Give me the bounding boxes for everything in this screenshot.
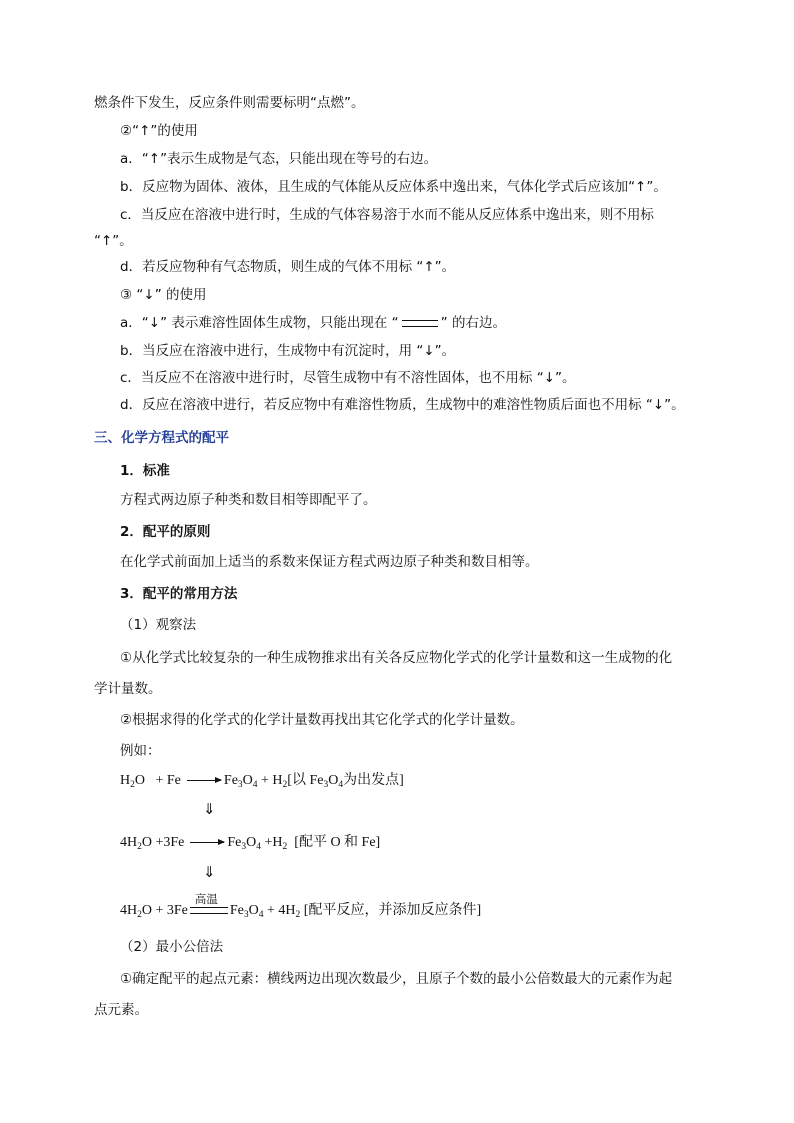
observation-step2: ②根据求得的化学式的化学计量数再找出其它化学式的化学计量数。 [120,712,524,728]
down-rule-a [120,314,506,332]
equation-step-2: $4H_2O +3Fe$ $Fe_3O_4 +H_2$ [配平 O 和 Fe] [120,835,381,852]
equals-sign-symbol [402,320,438,327]
down-rule-b: b．当反应在溶液中进行，生成物中有沉淀时，用 “↓”。 [120,343,456,359]
lcm-step1-line1: ①确定配平的起点元素：横线两边出现次数最少，且原子个数的最小公倍数最大的元素作为起 [120,971,673,987]
reaction-arrow [190,842,224,843]
down-rule-a-post: ” 的右边。 [440,315,506,331]
observation-step1-line1: ①从化学式比较复杂的一种生成物推求出有关各反应物化学式的化学计量数和这一生成物的化 [120,650,673,666]
down-double-arrow-2: ⇓ [203,863,216,881]
up-rule-b: b．反应物为固体、液体，且生成的气体能从反应体系中逸出来，气体化学式后应该加“↑”。 [120,179,667,195]
section-heading-balancing: 三、化学方程式的配平 [94,430,229,446]
reaction-arrow [187,780,221,781]
example-label: 例如： [120,743,161,759]
down-rule-d: d．反应在溶液中进行，若反应物中有难溶性物质，生成物中的难溶性物质后面也不用标 “↓”。 [120,397,685,413]
observation-step1-line2: 学计量数。 [94,681,162,697]
up-rule-d: d．若反应物种有气态物质，则生成的气体不用标 “↑”。 [120,259,456,275]
down-rule-a-pre: a．“↓” 表示难溶性固体生成物，只能出现在 “ [120,315,399,331]
down-double-arrow-1: ⇓ [203,800,216,818]
subheading-standard: 1．标准 [120,463,170,479]
up-rule-c-line1: c．当反应在溶液中进行时，生成的气体容易溶于水而不能从反应体系中逸出来，则不用标 [120,207,654,223]
equation-step-3: $4H_2O + 3Fe$ 高温 $Fe_3O_4 + 4H_2$ [配平反应，并添加反应条件] [120,891,482,920]
standard-text: 方程式两边原子种类和数目相等即配平了。 [120,492,377,508]
method-lcm-title: （2）最小公倍法 [120,939,224,955]
subheading-principle: 2．配平的原则 [120,524,211,540]
paragraph-intro-tail: 燃条件下发生，反应条件则需要标明“点燃”。 [94,95,365,111]
lcm-step1-line2: 点元素。 [94,1002,148,1018]
condition-label: 高温 [194,891,218,906]
down-arrow-usage-title: ③ “↓” 的使用 [120,287,207,303]
principle-text: 在化学式前面加上适当的系数来保证方程式两边原子种类和数目相等。 [120,554,539,570]
method-observation-title: （1）观察法 [120,617,197,633]
equation-step-1: $H_2O$ + Fe $Fe_3O_4 + H_2$[以 $Fe_3O_4$为出发点] [120,773,404,790]
up-rule-a: a．“↑”表示生成物是气态，只能出现在等号的右边。 [120,151,438,167]
down-rule-c: c．当反应不在溶液中进行时，尽管生成物中有不溶性固体，也不用标 “↓”。 [120,370,576,386]
subheading-methods: 3．配平的常用方法 [120,586,238,602]
up-arrow-usage-title: ②“↑”的使用 [120,123,198,139]
reaction-condition-equals [190,891,228,917]
up-rule-c-line2: “↑”。 [94,233,133,249]
